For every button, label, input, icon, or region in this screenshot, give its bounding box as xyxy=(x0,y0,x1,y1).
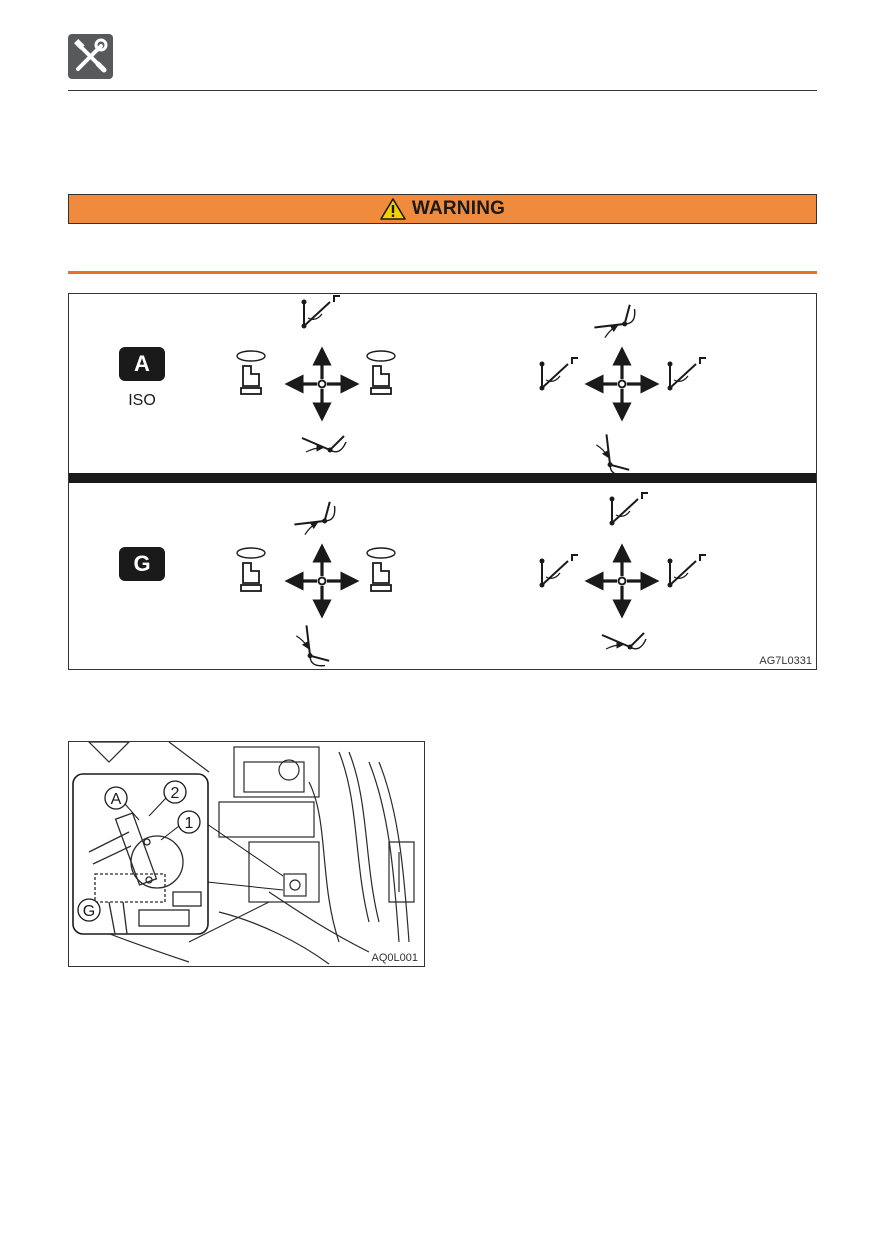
header-rule xyxy=(68,90,817,91)
warning-label: WARNING xyxy=(411,198,506,219)
warning-triangle-icon xyxy=(380,198,406,220)
pattern-g-badge: G xyxy=(119,547,165,581)
control-pattern-figure xyxy=(68,293,817,670)
callout-2-label: 2 xyxy=(170,785,180,802)
engine-bay-drawing xyxy=(69,742,424,966)
pattern-a-badge: A xyxy=(119,347,165,381)
callout-1-label: 1 xyxy=(184,815,194,832)
callout-g-label: G xyxy=(82,903,96,920)
pattern-a-caption: ISO xyxy=(128,392,156,409)
warning-banner xyxy=(68,194,817,224)
control-pattern-drawing xyxy=(69,294,816,669)
pattern-figure-code: AG7L0331 xyxy=(759,655,812,667)
maintenance-tools-icon xyxy=(68,34,113,79)
photo-figure-code: AQ0L001 xyxy=(371,952,418,964)
selector-valve-illustration xyxy=(68,741,425,967)
callout-a-label: A xyxy=(110,791,122,808)
section-rule xyxy=(68,271,817,274)
